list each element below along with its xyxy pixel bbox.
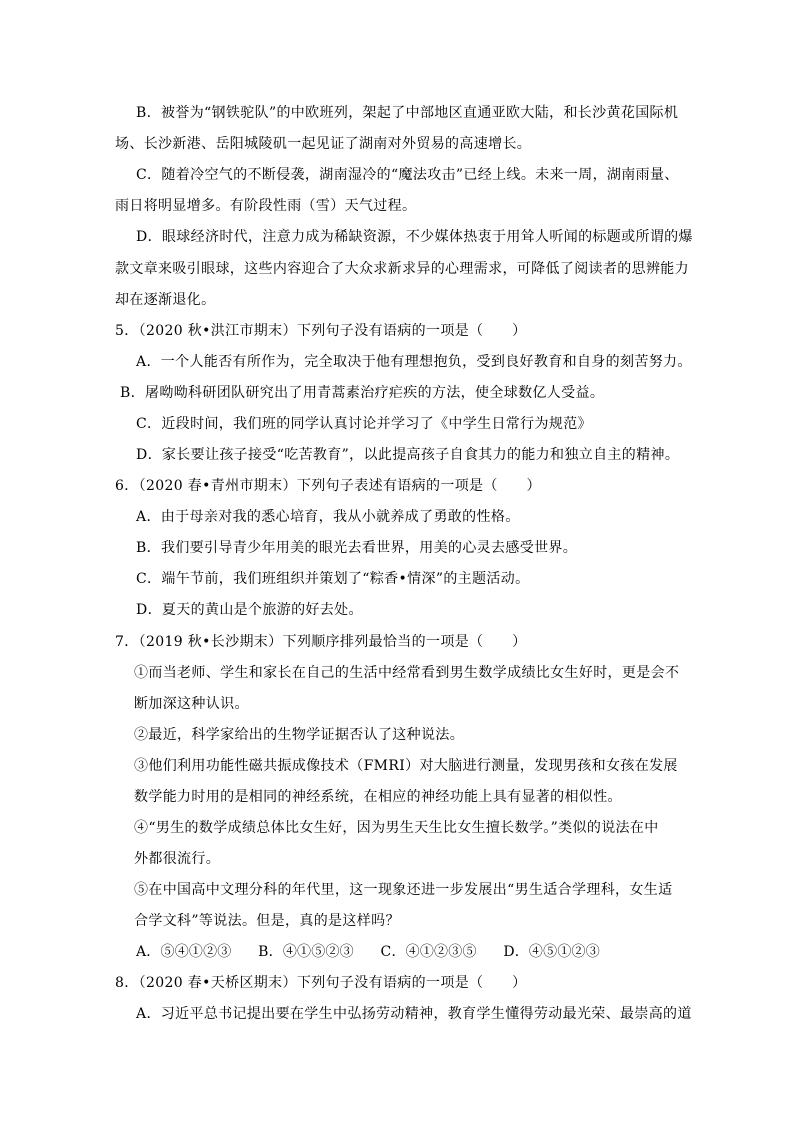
q7-sentence-2: ②最近，科学家给出的生物学证据否认了这种说法。 [134,727,465,743]
option-b-line-1: B．被誉为“钢铁驼队”的中欧班列，架起了中部地区直通亚欧大陆，和长沙黄花国际机 [136,105,679,121]
q5-option-d: D．家长要让孩子接受“吃苦教育”，以此提高孩子自食其力的能力和独立自主的精神。 [136,447,680,463]
option-c-line-2: 雨日将明显增多。有阶段性雨（雪）天气过程。 [115,198,417,214]
q7-sentence-3-line-1: ③他们利用功能性磁共振成像技术（FMRI）对大脑进行测量，发现男孩和女孩在发展 [134,758,678,774]
q6-option-a: A．由于母亲对我的悉心培育，我从小就养成了勇敢的性格。 [136,509,520,525]
q7-answer-a: A．⑤④①②③ [136,944,232,960]
q7-sentence-1-line-2: 断加深这种认识。 [134,696,249,712]
q7-answer-c: C．④①②③⑤ [380,944,477,960]
q5-option-a: A．一个人能否有所作为，完全取决于他有理想抱负，受到良好教育和自身的刻苦努力。 [136,354,692,370]
q7-answer-options [136,942,622,962]
q7-sentence-4-line-2: 外都很流行。 [134,851,221,867]
q7-answer-b: B．④①⑤②③ [258,944,354,960]
q7-sentence-5-line-1: ⑤在中国高中文理分科的年代里，这一现象还进一步发展出“男生适合学理科，女生适 [134,882,673,898]
option-d-line-2: 款文章来吸引眼球，这些内容迎合了大众求新求异的心理需求，可降低了阅读者的思辨能力 [115,261,689,277]
question-7-stem: 7．（2019 秋•长沙期末）下列顺序排列最恰当的一项是（ ） [115,634,527,650]
q7-sentence-5-line-2: 合学文科”等说法。但是，真的是这样吗？ [134,913,400,929]
q5-option-b: B．屠呦呦科研团队研究出了用青蒿素治疗疟疾的方法，使全球数亿人受益。 [120,385,605,401]
q8-option-a-line-1: A．习近平总书记提出要在学生中弘扬劳动精神，教育学生懂得劳动最光荣、最崇高的道 [136,1006,692,1022]
question-6-stem: 6．（2020 春•青州市期末）下列句子表述有语病的一项是（ ） [115,478,541,494]
q6-option-c: C．端午节前，我们班组织并策划了“粽香•情深”的主题活动。 [136,571,530,587]
q6-option-b: B．我们要引导青少年用美的眼光去看世界，用美的心灵去感受世界。 [136,540,578,556]
q6-option-d: D．夏天的黄山是个旅游的好去处。 [136,602,363,618]
q5-option-c: C．近段时间，我们班的同学认真讨论并学习了《中学生日常行为规范》 [136,416,592,432]
q7-sentence-4-line-1: ④“男生的数学成绩总体比女生好，因为男生天生比女生擅长数学。”类似的说法在中 [134,820,659,836]
question-8-stem: 8．（2020 春•天桥区期末）下列句子没有语病的一项是（ ） [115,975,527,991]
q7-sentence-3-line-2: 数学能力时用的是相同的神经系统，在相应的神经功能上具有显著的相似性。 [134,789,622,805]
option-c-line-1: C．随着冷空气的不断侵袭，湖南湿冷的“魔法攻击”已经上线。未来一周，湖南雨量、 [136,167,679,183]
option-b-line-2: 场、长沙新港、岳阳城陵矶一起见证了湖南对外贸易的高速增长。 [115,136,532,152]
option-d-line-1: D．眼球经济时代，注意力成为稀缺资源，不少媒体热衷于用耸人听闻的标题或所谓的爆 [136,229,693,245]
q7-sentence-1-line-1: ①而当老师、学生和家长在自己的生活中经常看到男生数学成绩比女生好时，更是会不 [134,665,680,681]
question-5-stem: 5．（2020 秋•洪江市期末）下列句子没有语病的一项是（ ） [115,323,527,339]
option-d-line-3: 却在逐渐退化。 [115,292,216,308]
q7-answer-d: D．④⑤①②③ [503,944,600,960]
